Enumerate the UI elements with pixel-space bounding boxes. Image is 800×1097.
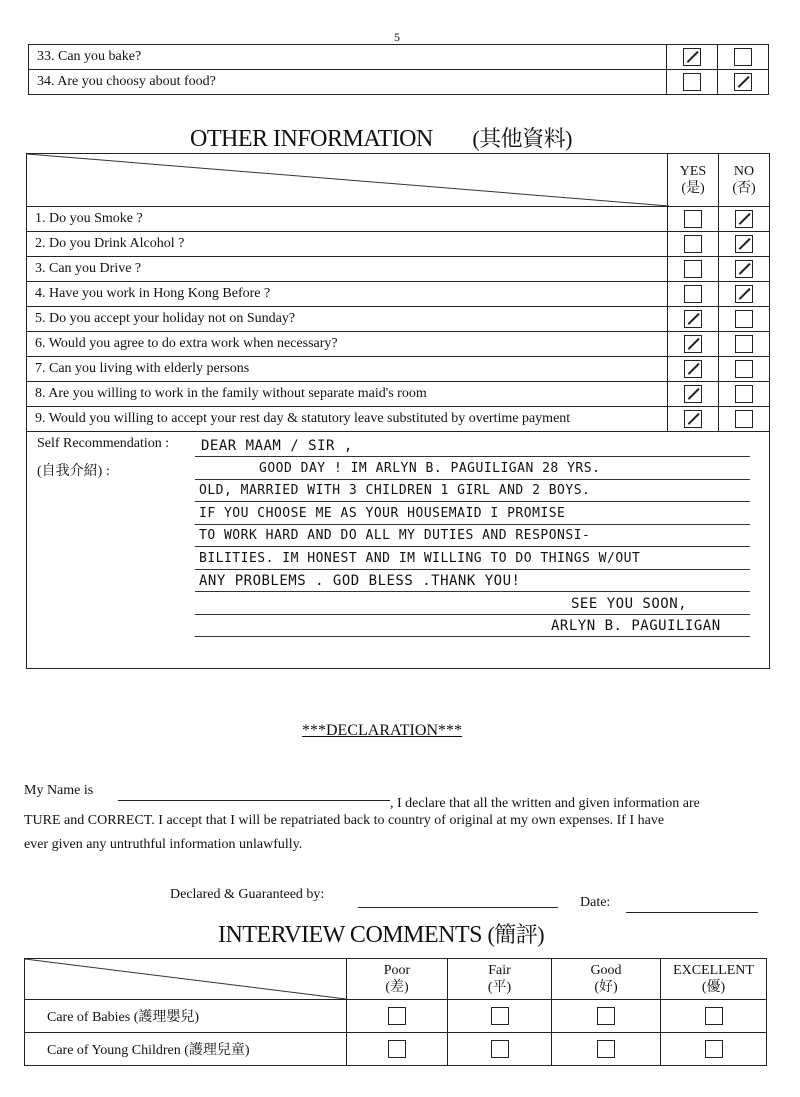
excellent-cell [661,1000,767,1033]
yes-cell [668,332,719,357]
date-input-line[interactable] [626,912,758,913]
yes-label-cn: (是) [681,181,705,196]
good-label-cn: (好) [594,980,618,995]
handwritten-line: IF YOU CHOOSE ME AS YOUR HOUSEMAID I PROMISE [199,505,566,521]
yes-checkbox[interactable] [684,385,702,403]
no-cell [719,307,770,332]
table-row [27,332,770,357]
diagonal-line [27,154,669,206]
yes-cell [668,282,719,307]
excellent-cell [661,1033,767,1066]
fair-label: Fair [488,963,511,978]
yes-cell [668,357,719,382]
no-checkbox[interactable] [735,335,753,353]
declaration-line-2: TURE and CORRECT. I accept that I will be repatriated back to country of original at my own expenses. If I have [24,813,665,828]
date-label: Date: [580,895,611,910]
declared-by-label: Declared & Guaranteed by: [170,887,325,902]
question-label: 4. Have you work in Hong Kong Before ? [27,282,668,307]
table-row [27,207,770,232]
yes-checkbox[interactable] [684,235,702,253]
top-questions-table [28,44,769,95]
yes-cell [668,307,719,332]
title-en: OTHER INFORMATION [190,126,433,152]
handwritten-line: BILITIES. IM HONEST AND IM WILLING TO DO THINGS W/OUT [199,550,641,566]
fair-cell [448,1033,552,1066]
no-checkbox[interactable] [735,260,753,278]
excellent-label-cn: (優) [701,980,726,995]
handwritten-line: ANY PROBLEMS . GOD BLESS .THANK YOU! [199,573,521,589]
good-checkbox[interactable] [597,1007,615,1025]
criterion-label: Care of Babies (護理嬰兒) [25,1000,347,1033]
question-label: 9. Would you willing to accept your rest day & statutory leave substituted by overtime payment [27,407,668,432]
handwritten-line: ARLYN B. PAGUILIGAN [551,618,721,634]
name-input-line[interactable] [118,800,390,801]
table-row [27,232,770,257]
question-label: 3. Can you Drive ? [27,257,668,282]
fair-checkbox[interactable] [491,1007,509,1025]
self-rec-label: Self Recommendation : [37,436,170,451]
table-row [29,45,769,70]
good-label: Good [590,963,622,978]
good-header [552,959,661,1000]
question-label: 6. Would you agree to do extra work when necessary? [27,332,668,357]
question-label: 34. Are you choosy about food? [29,70,667,95]
no-cell [719,282,770,307]
interview-comments-table [24,958,767,1066]
poor-label: Poor [383,963,411,978]
no-checkbox[interactable] [734,73,752,91]
declaration-title [302,722,462,740]
no-cell [719,382,770,407]
handwritten-line: TO WORK HARD AND DO ALL MY DUTIES AND RESPONSI- [199,528,591,543]
interview-title-cn: (簡評) [487,922,545,947]
yes-checkbox[interactable] [684,285,702,303]
poor-cell [347,1000,448,1033]
table-row [27,307,770,332]
criterion-label: Care of Young Children (護理兒童) [25,1033,347,1066]
handwritten-line: SEE YOU SOON, [571,595,688,612]
table-row [27,407,770,432]
excellent-header [661,959,767,1000]
interview-header-row [25,959,767,1000]
header-row [27,154,770,207]
yes-checkbox[interactable] [684,310,702,328]
other-information-table [26,153,770,669]
table-row [27,382,770,407]
no-checkbox[interactable] [734,48,752,66]
table-row [25,1033,767,1066]
declared-by-input-line[interactable] [358,907,558,908]
poor-label-cn: (差) [385,980,409,995]
handwritten-line: DEAR MAAM / SIR , [201,438,353,454]
yes-header [668,154,719,207]
fair-label-cn: (平) [487,980,512,995]
handwritten-line: OLD, MARRIED WITH 3 CHILDREN 1 GIRL AND 2 BOYS. [199,483,591,498]
table-row [27,282,770,307]
my-name-label: My Name is [24,783,94,798]
no-checkbox[interactable] [735,235,753,253]
self-recommendation-cell [27,432,770,669]
writing-rule [195,569,750,570]
handwritten-line: GOOD DAY ! IM ARLYN B. PAGUILIGAN 28 YRS. [259,460,601,476]
fair-header [448,959,552,1000]
declaration-text-after-name: , I declare that all the written and given information are [390,796,700,811]
table-row [27,357,770,382]
other-information-title [190,122,572,153]
self-recommendation-row [27,432,770,669]
title-cn: (其他資料) [472,126,572,151]
writing-rule [195,501,750,502]
writing-rule [195,636,750,637]
yes-checkbox[interactable] [684,260,702,278]
excellent-label: EXCELLENT [673,963,754,978]
question-label: 33. Can you bake? [29,45,667,70]
writing-rule [195,614,750,615]
writing-rule [195,479,750,480]
poor-checkbox[interactable] [388,1007,406,1025]
declaration-title-text: ***DECLARATION*** [302,722,462,739]
excellent-checkbox[interactable] [705,1007,723,1025]
yes-cell [668,382,719,407]
yes-checkbox[interactable] [684,410,702,428]
yes-cell [667,45,718,70]
question-label: 1. Do you Smoke ? [27,207,668,232]
no-cell [718,45,769,70]
question-label: 5. Do you accept your holiday not on Sunday? [27,307,668,332]
no-cell [719,407,770,432]
diagonal-header-cell [27,154,668,207]
question-label: 7. Can you living with elderly persons [27,357,668,382]
fair-cell [448,1000,552,1033]
good-checkbox[interactable] [597,1040,615,1058]
no-cell [719,332,770,357]
table-row [27,257,770,282]
diagonal-line [25,959,346,999]
diagonal-header-cell [25,959,347,1000]
yes-checkbox[interactable] [684,360,702,378]
poor-cell [347,1033,448,1066]
poor-header [347,959,448,1000]
no-cell [718,70,769,95]
no-header [719,154,770,207]
poor-checkbox[interactable] [388,1040,406,1058]
good-cell [552,1000,661,1033]
table-row [25,1000,767,1033]
yes-cell [667,70,718,95]
yes-checkbox[interactable] [684,335,702,353]
yes-checkbox[interactable] [683,73,701,91]
yes-cell [668,207,719,232]
yes-cell [668,232,719,257]
good-cell [552,1033,661,1066]
question-label: 2. Do you Drink Alcohol ? [27,232,668,257]
no-label-cn: (否) [732,181,756,196]
writing-rule [195,456,750,457]
fair-checkbox[interactable] [491,1040,509,1058]
interview-title-en: INTERVIEW COMMENTS [218,922,482,948]
no-checkbox[interactable] [735,360,753,378]
yes-cell [668,257,719,282]
no-checkbox[interactable] [735,285,753,303]
no-cell [719,207,770,232]
self-rec-label-cn: (自我介紹) : [37,464,110,479]
no-checkbox[interactable] [735,310,753,328]
no-checkbox[interactable] [735,410,753,428]
yes-checkbox[interactable] [684,210,702,228]
page-number: 5 [394,30,400,44]
interview-comments-title [218,918,544,949]
table-row [29,70,769,95]
writing-rule [195,524,750,525]
no-label: NO [733,164,755,179]
no-checkbox[interactable] [735,385,753,403]
yes-label: YES [679,164,707,179]
yes-cell [668,407,719,432]
writing-rule [195,591,750,592]
no-cell [719,257,770,282]
writing-rule [195,546,750,547]
excellent-checkbox[interactable] [705,1040,723,1058]
question-label: 8. Are you willing to work in the family without separate maid's room [27,382,668,407]
declaration-line-3: ever given any untruthful information unlawfully. [24,837,303,852]
no-cell [719,357,770,382]
no-checkbox[interactable] [735,210,753,228]
yes-checkbox[interactable] [683,48,701,66]
no-cell [719,232,770,257]
